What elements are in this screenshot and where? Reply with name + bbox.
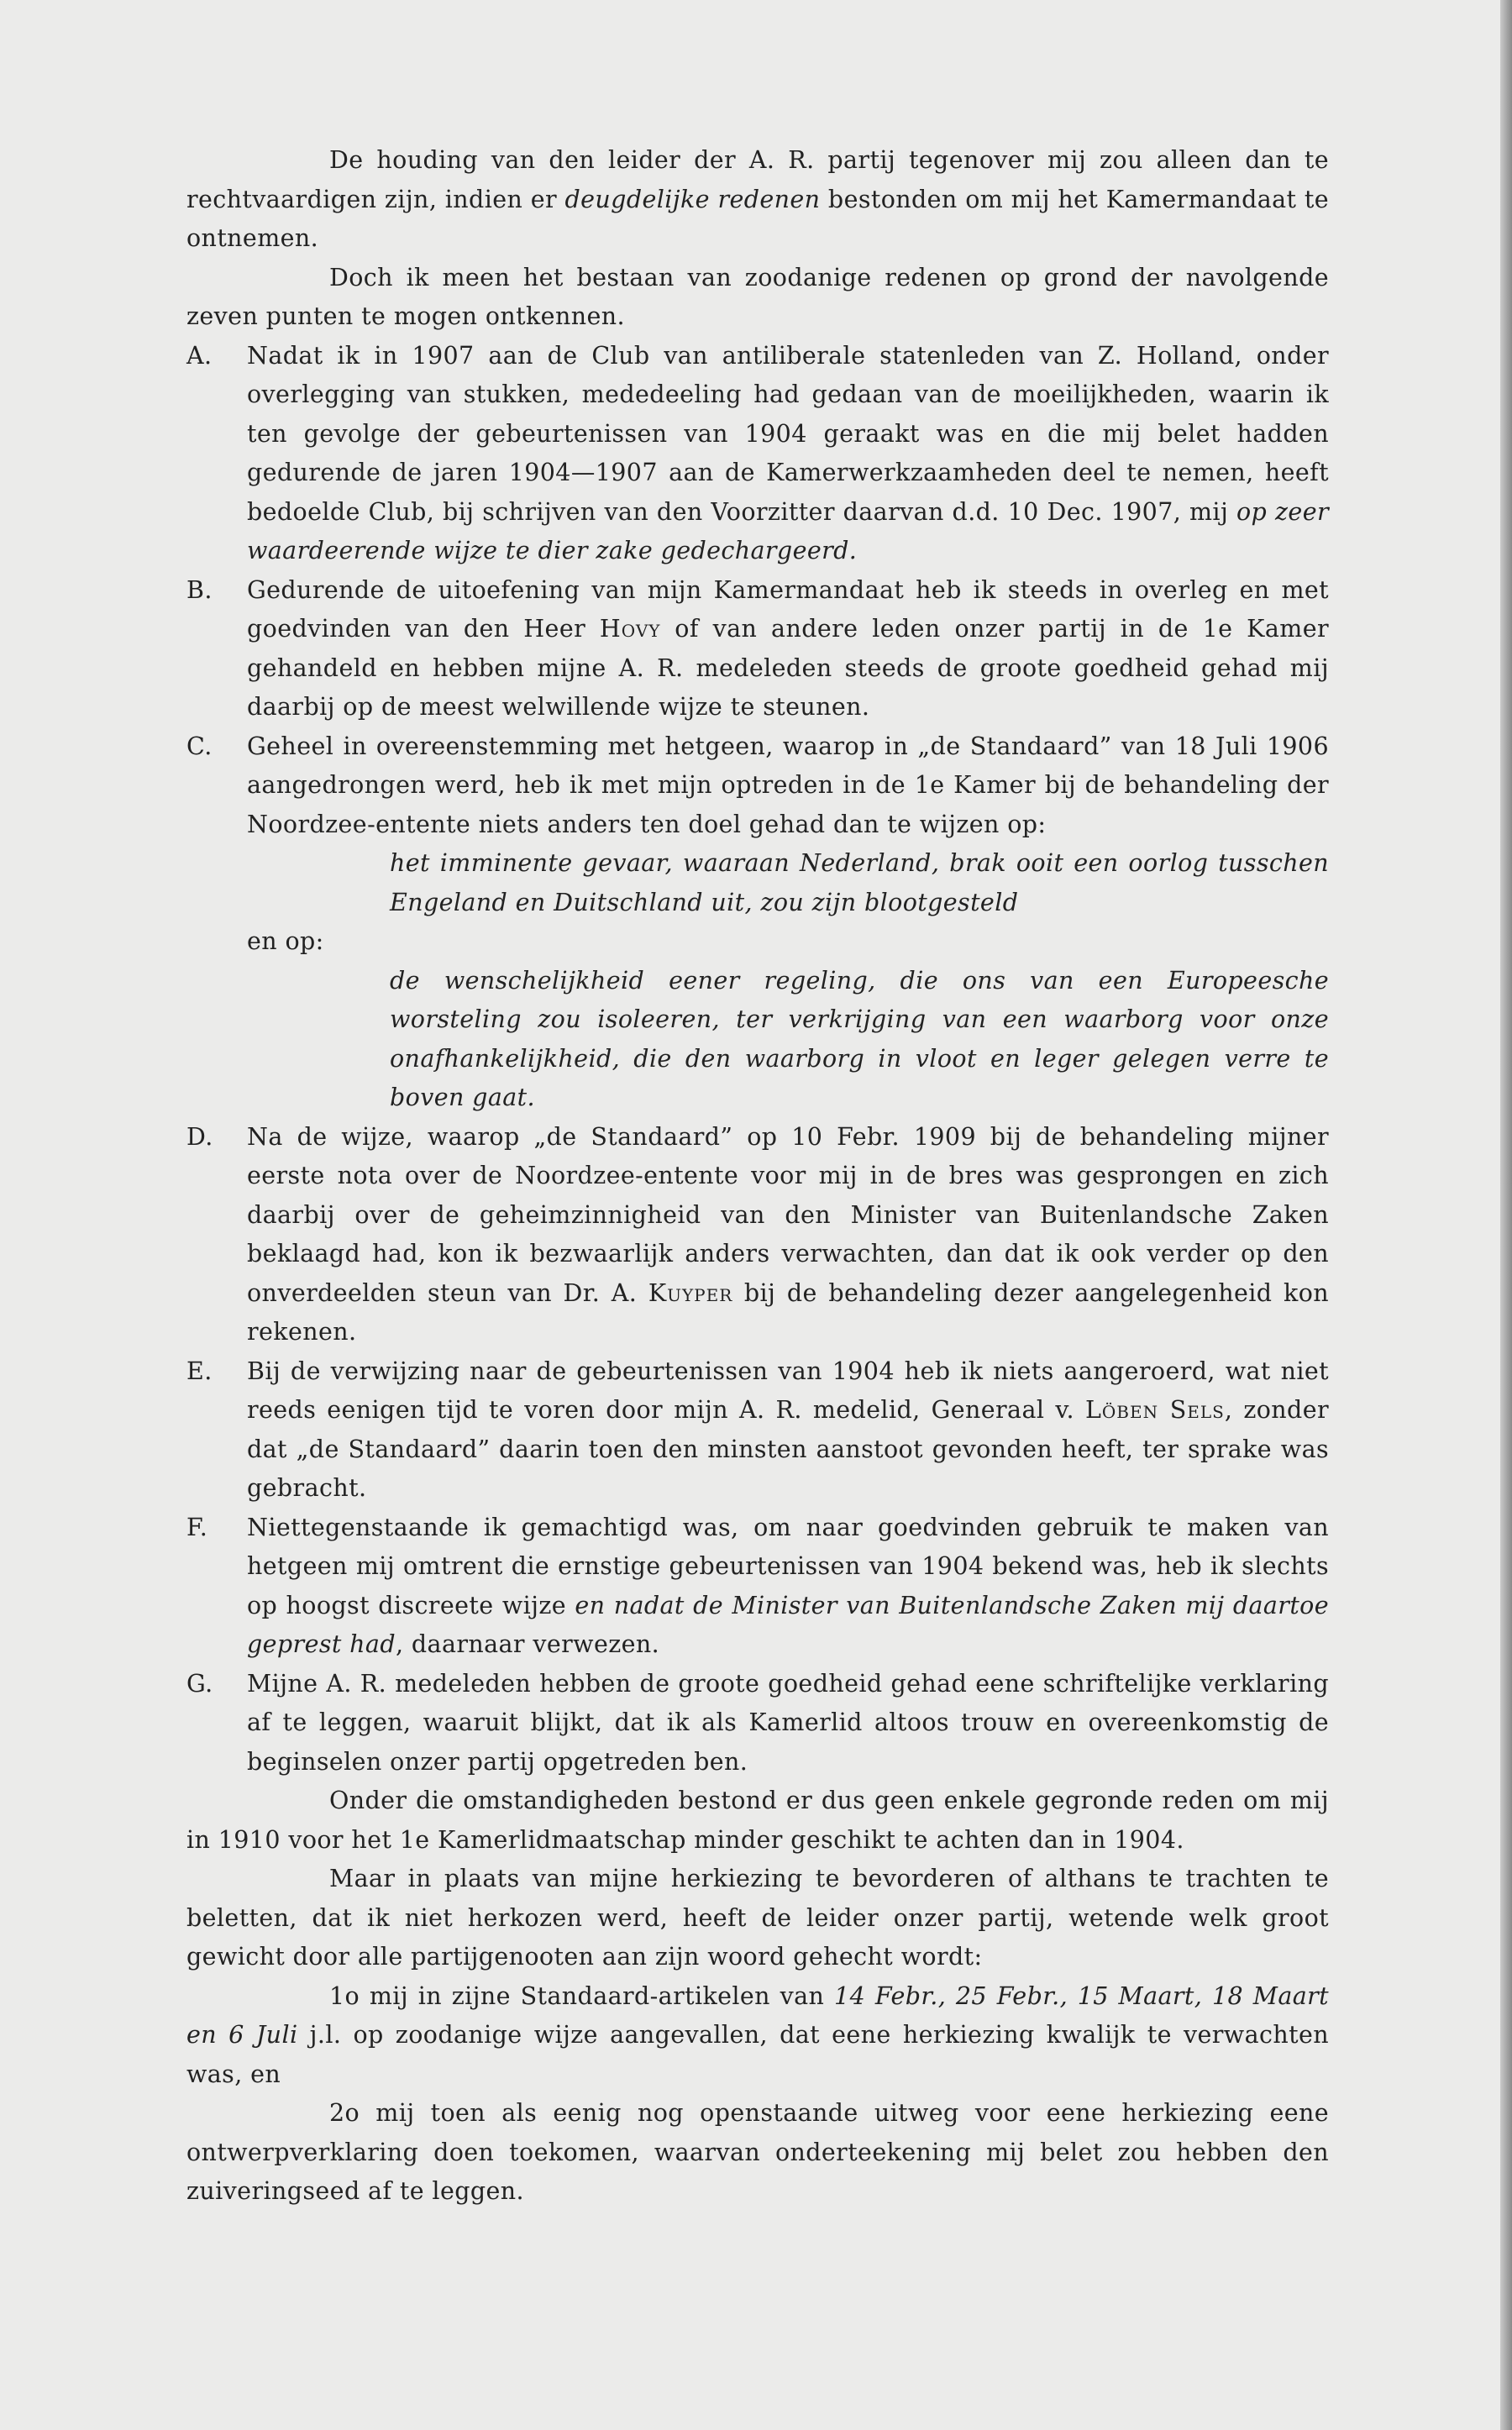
paragraph-intro-1: De houding van den leider der A. R. partij tegenover mij zou alleen dan te rechtvaardigen zijn, indien er deugdelijke redenen bestonden om mij het Kamermandaat te ontnemen. [186,146,1329,252]
point-d [186,1118,1329,1352]
point-letter: B. [186,575,213,604]
person-name: Kuyper [648,1278,733,1307]
document-body [186,141,1329,2212]
person-name: Löben Sels [1084,1396,1225,1424]
ordinal-1: 1o [329,1981,360,2010]
paragraph-intro-2: Doch ik meen het bestaan van zoodanige redenen op grond der navolgende zeven punten te mogen ontkennen. [186,263,1329,330]
en-op-label: en op: [247,927,324,955]
point-letter: E. [186,1357,213,1385]
point-letter: C. [186,732,213,760]
emphasis-text: en nadat de Minister van Buitenlandsche Zaken mij daartoe geprest had [247,1591,1329,1658]
person-name: Hovy [599,615,661,643]
page-edge-shadow [1500,0,1512,2430]
emphasis-text: op zeer waardeerende wijze te dier zake gedechargeerd. [247,497,1329,564]
point-letter: D. [186,1122,213,1151]
paragraph-conclusion-1: Onder die omstandigheden bestond er dus geen enkele gegronde reden om mij in 1910 voor het 1e Kamerlidmaatschap minder geschikt te achten dan in 1904. [186,1787,1329,1854]
paragraph-point-1: 1o mij in zijne Standaard-artikelen van 14 Febr., 25 Febr., 15 Maart, 18 Maart en 6 Juli j.l. op zoodanige wijze aangevallen, dat eene herkiezing kwalijk te verwachten was, en [186,1981,1330,2088]
point-letter: G. [186,1669,213,1698]
point-letter: A. [186,341,213,370]
quote-2: de wenschelijkheid eener regeling, die ons van een Europeesche worsteling zou isoleeren, ter verkrijging van een waarborg voor onze onafhankelijkheid, die den waarborg in vloot en leger gelegen verre te boven gaat. [390,966,1329,1111]
paragraph-point-2: 2o mij toen als eenig nog openstaande uitweg voor eene herkiezing eene ontwerpverklaring doen toekomen, waarvan onderteekening mij belet zou hebben den zuiveringseed af te leggen. [186,2099,1329,2205]
point-a [186,337,1329,571]
point-text: Nadat ik in 1907 aan de Club van antiliberale statenleden van Z. Holland, onder overlegging van stukken, mededeeling had gedaan van de moeilijkheden, waarin ik ten gevolge der gebeurtenissen van 1904 geraakt was en die mij belet hadden gedurende de jaren 1904—1907 aan de Kamerwerkzaamheden deel te nemen, heeft bedoelde Club, bij schrijven van den Voorzitter daarvan d.d. 10 Dec. 1907, mij op zeer waardeerende wijze te dier zake gedechargeerd. [247,341,1329,564]
point-text: Niettegenstaande ik gemachtigd was, om naar goedvinden gebruik te maken van hetgeen mij omtrent die ernstige gebeurtenissen van 1904 bekend was, heb ik slechts op hoogst discreete wijze en nadat de Minister van Buitenlandsche Zaken mij daartoe geprest had, daarnaar verwezen. [247,1513,1329,1658]
paragraph-conclusion-2: Maar in plaats van mijne herkiezing te bevorderen of althans te trachten te beletten, dat ik niet herkozen werd, heeft de leider onzer partij, wetende welk groot gewicht door alle partijgenooten aan zijn woord gehecht wordt: [186,1865,1329,1971]
point-text: Mijne A. R. medeleden hebben de groote goedheid gehad eene schriftelijke verklaring af te leggen, waaruit blijkt, dat ik als Kamerlid altoos trouw en overeenkomstig de beginselen onzer partij opgetreden ben. [247,1669,1329,1776]
emphasis-deugdelijke-redenen: deugdelijke redenen [564,185,821,213]
point-text: Gedurende de uitoefening van mijn Kamermandaat heb ik steeds in overleg en met goedvinden van den Heer Hovy of van andere leden onzer partij in de 1e Kamer gehandeld en hebben mijne A. R. medeleden steeds de groote goedheid gehad mij daarbij op de meest welwillende wijze te steunen. [247,575,1329,721]
point-c [186,727,1329,1118]
point-b [186,571,1329,727]
point-g [186,1665,1329,1782]
point-letter: F. [186,1513,208,1541]
point-text: Bij de verwijzing naar de gebeurtenissen van 1904 heb ik niets aangeroerd, wat niet reeds eenigen tijd te voren door mijn A. R. medelid, Generaal v. Löben Sels, zonder dat „de Standaard” daarin toen den minsten aanstoot gevonden heeft, ter sprake was gebracht. [247,1357,1329,1502]
ordinal-2: 2o [329,2099,360,2127]
point-e [186,1352,1329,1509]
quote-1: het imminente gevaar, waaraan Nederland, brak ooit een oorlog tusschen Engeland en Duitschland uit, zou zijn blootgesteld [390,849,1329,916]
point-text: Geheel in overeenstemming met hetgeen, waarop in „de Standaard” van 18 Juli 1906 aangedrongen werd, heb ik met mijn optreden in de 1e Kamer bij de behandeling der Noordzee-entente niets anders ten doel gehad dan te wijzen op: het imminente gevaar, waaraan Nederland, brak ooit een oorlog tusschen Engeland en Duitschland uit, zou zijn blootgesteld en op: de wenschelijkheid eener regeling, die ons van een Europeesche worsteling zou isoleeren, ter verkrijging van een waarborg voor onze onafhankelijkheid, die den waarborg in vloot en leger gelegen verre te boven gaat. [247,727,1329,1118]
point-text: Na de wijze, waarop „de Standaard” op 10 Febr. 1909 bij de behandeling mijner eerste nota over de Noordzee-entente voor mij in de bres was gesprongen en zich daarbij over de geheimzinnigheid van den Minister van Buitenlandsche Zaken beklaagd had, kon ik bezwaarlijk anders verwachten, dan dat ik ook verder op den onverdeelden steun van Dr. A. Kuyper bij de behandeling dezer aangelegenheid kon rekenen. [247,1122,1330,1346]
point-f [186,1509,1329,1665]
emphasis-dates: 14 Febr., 25 Febr., 15 Maart, 18 Maart en 6 Juli [186,1981,1330,2049]
